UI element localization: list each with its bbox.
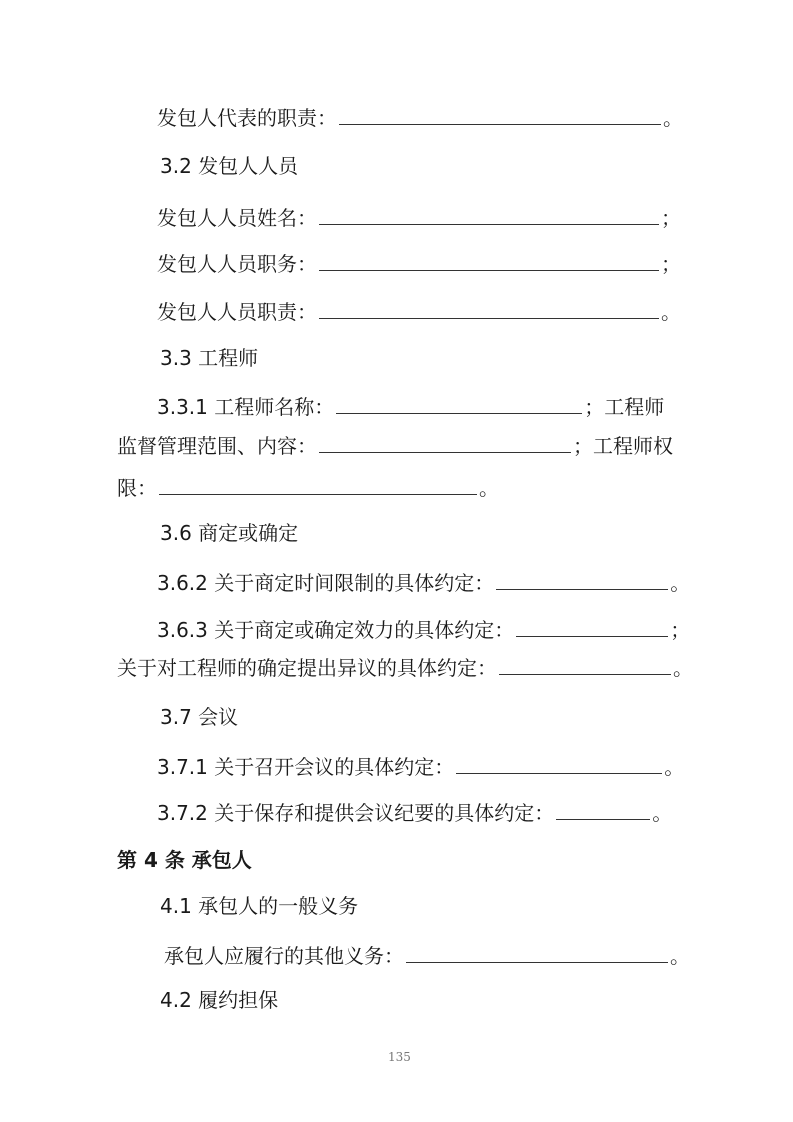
line-label: 发包人代表的职责： <box>157 106 337 130</box>
text-line-engineer-authority <box>117 474 499 500</box>
line-label: 发包人人员职务： <box>157 252 317 276</box>
fill-in-blank <box>339 104 661 125</box>
line-label: 关于对工程师的确定提出异议的具体约定： <box>117 656 497 680</box>
line-label: 3.6.2 关于商定时间限制的具体约定： <box>157 571 495 595</box>
article-heading-4 <box>117 848 252 872</box>
line-label: 发包人人员职责： <box>157 300 317 324</box>
line-end: ；工程师权 <box>573 434 673 458</box>
fill-in-blank <box>496 569 668 590</box>
heading-text: 3.2 发包人人员 <box>160 154 299 178</box>
line-label: 3.3.1 工程师名称： <box>157 395 335 419</box>
text-line-engineer-name <box>157 393 664 419</box>
line-end: 。 <box>479 476 499 500</box>
section-heading-3-2 <box>160 154 298 178</box>
heading-text: 3.7 会议 <box>160 705 239 729</box>
fill-in-blank <box>336 393 582 414</box>
text-line-supervision-scope <box>117 432 673 458</box>
line-label: 监督管理范围、内容： <box>117 434 317 458</box>
line-end: 。 <box>652 801 673 825</box>
heading-text: 第 4 条 承包人 <box>117 848 252 872</box>
text-line-personnel-name <box>157 204 681 230</box>
fill-in-blank <box>456 753 662 774</box>
line-label: 限： <box>117 476 157 500</box>
line-end: 。 <box>661 300 681 324</box>
text-line-3-6-3 <box>157 616 690 642</box>
line-end: ； <box>661 252 681 276</box>
section-heading-3-7 <box>160 705 238 729</box>
line-label: 承包人应履行的其他义务： <box>164 944 404 968</box>
fill-in-blank <box>319 298 659 319</box>
fill-in-blank <box>499 654 671 675</box>
line-label: 发包人人员姓名： <box>157 206 317 230</box>
text-line-3-7-1 <box>157 753 684 779</box>
line-end: 。 <box>664 755 685 779</box>
text-line-representative-duties <box>157 104 683 130</box>
section-heading-4-2 <box>160 988 278 1012</box>
section-heading-3-6 <box>160 521 298 545</box>
heading-text: 3.3 工程师 <box>160 346 259 370</box>
line-end: ；工程师 <box>584 395 665 419</box>
fill-in-blank <box>516 616 668 637</box>
text-line-engineer-objection <box>117 654 693 680</box>
page-number: 135 <box>388 1050 411 1064</box>
line-end: 。 <box>663 106 683 130</box>
text-line-personnel-duties <box>157 298 681 324</box>
line-end: 。 <box>673 656 693 680</box>
fill-in-blank <box>319 204 659 225</box>
fill-in-blank <box>319 250 659 271</box>
text-line-3-6-2 <box>157 569 690 595</box>
line-label: 3.6.3 关于商定或确定效力的具体约定： <box>157 618 515 642</box>
heading-text: 4.2 履约担保 <box>160 988 279 1012</box>
section-heading-4-1 <box>160 894 358 918</box>
text-line-contractor-obligations <box>164 942 690 968</box>
text-line-personnel-position <box>157 250 681 276</box>
line-end: 。 <box>670 571 691 595</box>
line-label: 3.7.1 关于召开会议的具体约定： <box>157 755 455 779</box>
line-label: 3.7.2 关于保存和提供会议纪要的具体约定： <box>157 801 555 825</box>
heading-text: 3.6 商定或确定 <box>160 521 299 545</box>
section-heading-3-3 <box>160 346 258 370</box>
text-line-3-7-2 <box>157 799 672 825</box>
fill-in-blank <box>556 799 650 820</box>
heading-text: 4.1 承包人的一般义务 <box>160 894 359 918</box>
fill-in-blank <box>159 474 477 495</box>
line-end: 。 <box>670 944 690 968</box>
line-end: ； <box>661 206 681 230</box>
fill-in-blank <box>406 942 668 963</box>
fill-in-blank <box>319 432 571 453</box>
line-end: ； <box>670 618 691 642</box>
